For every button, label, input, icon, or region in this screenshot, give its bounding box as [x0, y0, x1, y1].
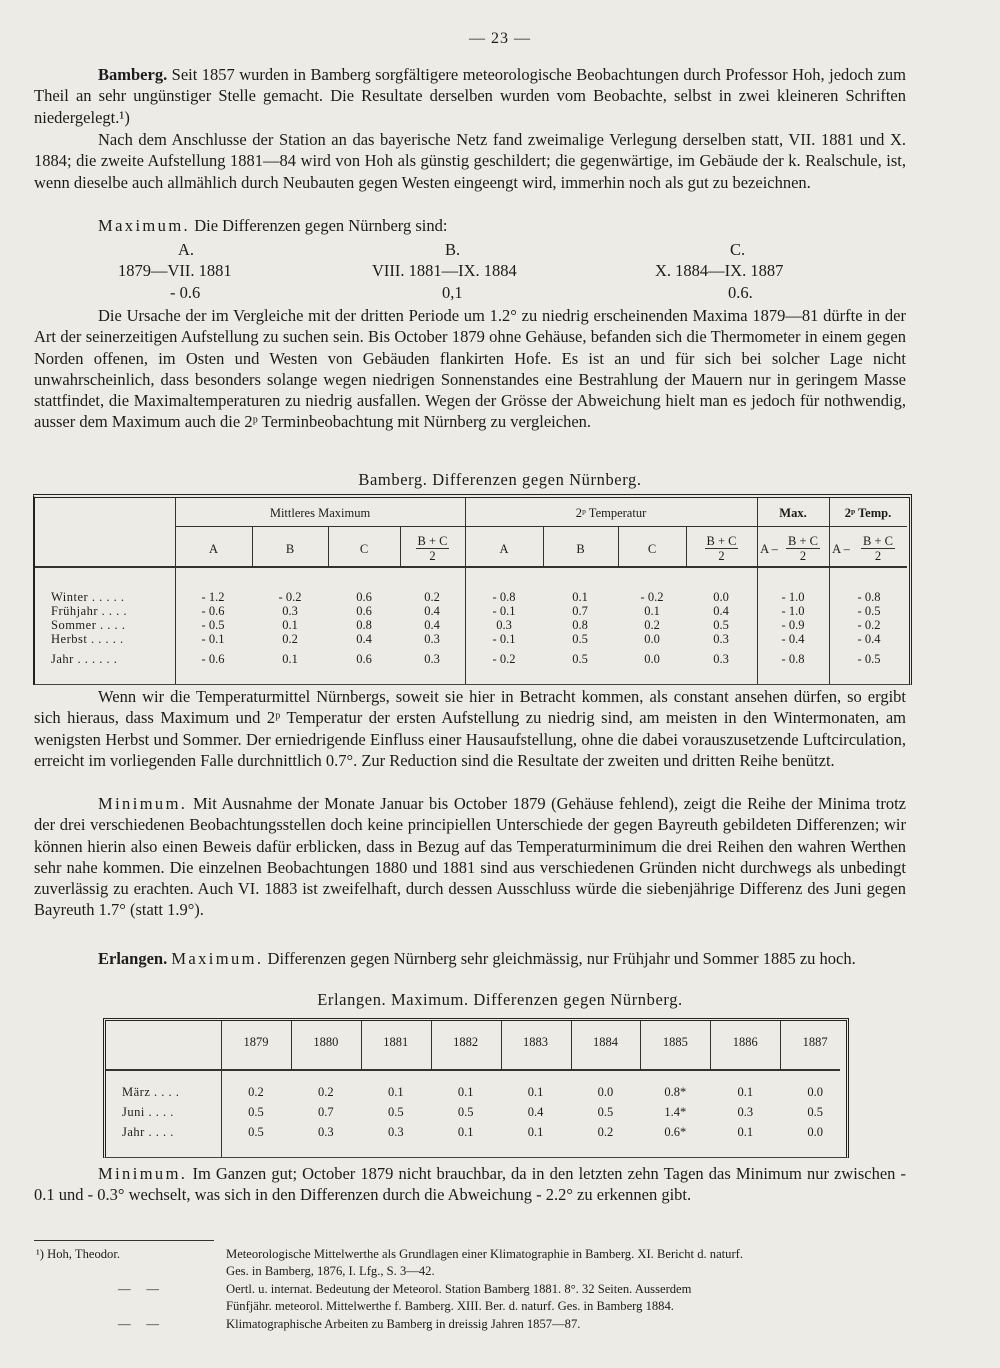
table1-row-label: Herbst . . . . .	[51, 632, 124, 646]
col-header-b: B	[285, 542, 295, 556]
table2-column-divider	[640, 1021, 641, 1069]
footnote-2-mark: — —	[118, 1282, 159, 1296]
bamberg-paragraph-1	[34, 64, 906, 128]
erlangen-maximum-table	[103, 1018, 849, 1158]
table2-column-divider	[431, 1021, 432, 1069]
table2-column-divider	[291, 1021, 292, 1069]
erlangen-text: Differenzen gegen Nürnberg sehr gleichmässig, nur Frühjahr und Sommer 1885 zu hoch.	[267, 949, 856, 968]
table1-cell: 0.7	[572, 604, 588, 618]
col-header-a2: A	[499, 542, 509, 556]
table1-cell: - 0.2	[857, 618, 881, 632]
col-header-max-fraction: $\frac{B + C}{2}$	[788, 534, 818, 563]
table1-cell: - 0.4	[781, 632, 805, 646]
table2-year-header: 1880	[313, 1035, 339, 1049]
col-header-c2: C	[647, 542, 657, 556]
table2-row-label: März . . . .	[122, 1085, 180, 1099]
table1-cell: 0.3	[424, 632, 440, 646]
table2-cell: 0.1	[737, 1125, 754, 1139]
period-b-letter: B.	[445, 240, 461, 259]
table1-cell: 0.0	[644, 632, 660, 646]
table1-row-label: Sommer . . . .	[51, 618, 126, 632]
table1-cell: 0.0	[713, 590, 729, 604]
table2-cell: 0.1	[527, 1125, 544, 1139]
table2-year-header: 1885	[662, 1035, 688, 1049]
table2-year-header: 1881	[383, 1035, 409, 1049]
table2-cell: 0.5	[597, 1105, 614, 1119]
table2-year-header: 1879	[243, 1035, 269, 1049]
group-header-2p-temperatur: 2ᵖ Temperatur	[575, 506, 647, 520]
table1-cell: 0.4	[356, 632, 372, 646]
table2-column-divider	[501, 1021, 502, 1069]
table1-cell: - 0.9	[781, 618, 805, 632]
table2-cell: 0.8*	[664, 1085, 687, 1099]
col-header-c: C	[359, 542, 369, 556]
table1-cell: 0.1	[282, 618, 298, 632]
table1-cell: 0.8	[356, 618, 372, 632]
table1-row-label: Winter . . . . .	[51, 590, 125, 604]
table2-cell: 0.5	[387, 1105, 404, 1119]
table1-cell: - 1.2	[201, 590, 225, 604]
table1-cell: 0.6	[356, 590, 372, 604]
period-a-value: - 0.6	[170, 283, 201, 302]
table1-cell: 0.2	[644, 618, 660, 632]
table1-cell: 0.0	[644, 652, 660, 666]
bamberg-paragraph-1-text: Seit 1857 wurden in Bamberg sorgfältigere meteorologische Beobachtungen durch Professor Hoh, jedoch zum Theil an sehr ungünstiger Stelle gemacht. Die Resultate derselben wurden vom Beobachte, selbst in zwei kleineren Schriften niedergelegt.¹)	[34, 65, 906, 127]
erlangen-heading: Erlangen.	[98, 949, 168, 968]
table1-cell: 0.1	[644, 604, 660, 618]
table1-cell: 0.4	[424, 618, 440, 632]
minimum-erlangen-label: Minimum.	[98, 1164, 188, 1183]
period-c-letter: C.	[730, 240, 746, 259]
table1-cell: 0.2	[282, 632, 298, 646]
footnote-2-line-1: Oertl. u. internat. Bedeutung der Meteorol. Station Bamberg 1881. 8°. 32 Seiten. Ausserdem	[226, 1282, 692, 1296]
table1-cell: - 0.6	[201, 604, 225, 618]
table2-column-divider	[780, 1021, 781, 1069]
table2-cell: 0.4	[527, 1105, 544, 1119]
table2-year-header: 1886	[732, 1035, 758, 1049]
table1-cell: - 0.6	[201, 652, 225, 666]
table1-cell: - 0.1	[492, 632, 516, 646]
table2-cell: 0.6*	[664, 1125, 687, 1139]
table2-column-divider	[221, 1021, 222, 1157]
table1-cell: 0.6	[356, 604, 372, 618]
col-header-bc2-fraction: $\frac{B + C}{2}$	[706, 534, 737, 563]
period-c-value: 0.6.	[728, 283, 753, 302]
table2-cell: 0.3	[737, 1105, 754, 1119]
table1-cell: - 0.5	[857, 652, 881, 666]
table1-cell: - 0.5	[201, 618, 225, 632]
bamberg-differences-table	[33, 494, 912, 685]
table1-cell: 0.5	[572, 632, 588, 646]
maximum-label: Maximum.	[98, 216, 191, 235]
table2-cell: 0.5	[457, 1105, 474, 1119]
table1-cell: 0.4	[424, 604, 440, 618]
table2-cell: 0.7	[318, 1105, 334, 1119]
table1-cell: - 1.0	[781, 604, 805, 618]
table1-cell: 0.3	[713, 652, 729, 666]
page-number: — 23 —	[469, 30, 531, 47]
table1-cell: 0.2	[424, 590, 440, 604]
table1-cell: - 0.4	[857, 632, 881, 646]
period-c-range: X. 1884—IX. 1887	[655, 261, 784, 280]
table1-cell: - 0.5	[857, 604, 881, 618]
table2-cell: 0.5	[807, 1105, 823, 1119]
table2-column-divider	[571, 1021, 572, 1069]
table2-cell: 0.0	[597, 1085, 614, 1099]
table1-cell: - 0.2	[492, 652, 516, 666]
table1-cell: - 0.2	[640, 590, 664, 604]
table2-caption: Erlangen. Maximum. Differenzen gegen Nürnberg.	[317, 990, 683, 1009]
minimum-paragraph	[34, 793, 906, 921]
maximum-text: Die Differenzen gegen Nürnberg sind:	[194, 216, 448, 235]
table1-cell: 0.6	[356, 652, 372, 666]
footnote-1-mark: ¹) Hoh, Theodor.	[36, 1247, 120, 1261]
bamberg-paragraph-3: Die Ursache der im Vergleiche mit der dritten Periode um 1.2° zu niedrig erscheinenden Maxima 1879—81 dürfte in der Art der seinerzeitigen Aufstellung zu suchen sein. Bis October 1879 ohne Gehäuse, befanden sich die Thermometer in einem gegen Norden offenen, im Osten und Westen von Gebäuden flankirten Hofe. Es ist an und für sich bei solcher Lage nicht unwahrscheinlich, dass besonders solange wegen niedrigen Sonnenstandes eine Bestrahlung der Mauern nur in geringem Masse stattfindet, die Maximaltemperaturen zu niedrig ausfallen. Wegen der Grösse der Abweichung hielt man es jedoch für nothwendig, ausser dem Maximum auch die 2ᵖ Terminbeobachtung mit Nürnberg zu vergleichen.	[34, 306, 906, 432]
footnote-1-line-2: Ges. in Bamberg, 1876, I. Lfg., S. 3—42.	[226, 1264, 435, 1278]
col-header-temp-fraction: $\frac{B + C}{2}$	[863, 534, 893, 563]
table1-row-label: Jahr . . . . . .	[51, 652, 118, 666]
col-header-bc-fraction: $\frac{B + C}{2}$	[417, 534, 448, 563]
table2-cell: 0.2	[597, 1125, 614, 1139]
period-b-range: VIII. 1881—IX. 1884	[372, 261, 517, 280]
table1-cell: - 0.1	[492, 604, 516, 618]
group-header-max: Max.	[779, 506, 807, 520]
minimum-text: Mit Ausnahme der Monate Januar bis October 1879 (Gehäuse fehlend), zeigt die Reihe der Minima trotz der drei verschiedenen Beobachtungsstellen doch keine principiellen Unterschiede der gegen Bayreuth gebildeten Differenzen; wir können hierin also einen Beweis dafür erblicken, dass in Bezug auf das Temperaturminimum die drei Reihen den wahren Werthen sehr nahe kommen. Die einzelnen Beobachtungen 1880 und 1881 sind aus verschiedenen Gründen nicht durchwegs als unbedingt zuverlässig zu erachten. Auch VI. 1883 ist zweifelhaft, durch dessen Ausschluss würde die siebenjährige Differenz des Juni gegen Bayreuth 1.7° (statt 1.9°).	[34, 794, 907, 920]
table2-year-header: 1884	[592, 1035, 618, 1049]
minimum-erlangen-text: Im Ganzen gut; October 1879 nicht brauchbar, da in den letzten zehn Tagen das Minimum nur zwischen - 0.1 und - 0.3° wechselt, was sich in den Differenzen durch die Abweichung - 2.2° zu erkennen gibt.	[34, 1164, 907, 1205]
footnote-1-line-1: Meteorologische Mittelwerthe als Grundlagen einer Klimatographie in Bamberg. XI. Bericht d. naturf.	[226, 1247, 744, 1261]
col-header-temp-a: A –	[832, 542, 850, 556]
bamberg-maximum-line	[34, 215, 906, 236]
table1-cell: 0.3	[424, 652, 440, 666]
footnote-3-line-1: Klimatographische Arbeiten zu Bamberg in dreissig Jahren 1857—87.	[226, 1317, 581, 1331]
footnote-2-line-2: Fünfjähr. meteorol. Mittelwerthe f. Bamberg. XIII. Ber. d. naturf. Ges. in Bamberg 1884.	[226, 1299, 674, 1313]
paragraph-4: Wenn wir die Temperaturmittel Nürnbergs, soweit sie hier in Betracht kommen, als constant ansehen dürfen, so ergibt sich hieraus, dass Maximum und 2ᵖ Temperatur der ersten Aufstellung zu niedrig sind, am meisten in den Wintermonaten, am wenigsten Herbst und Sommer. Der erniedrigende Einfluss einer Hausaufstellung, ohne die dabei vorauszusetzende Luftcirculation, erreicht im vorliegenden Falle durchnittlich 0.7°. Zur Reduction sind die Resultate der zweiten und dritten Reihe benützt.	[34, 687, 906, 770]
erlangen-paragraph	[34, 948, 906, 969]
table2-year-header: 1882	[453, 1035, 479, 1049]
table1-cell: 0.4	[713, 604, 729, 618]
table2-cell: 0.1	[457, 1085, 474, 1099]
table1-cell: 0.5	[713, 618, 729, 632]
footnote-3-mark: — —	[118, 1317, 159, 1331]
table2-cell: 0.1	[387, 1085, 404, 1099]
table1-cell: - 0.2	[278, 590, 302, 604]
table1-cell: 0.1	[572, 590, 588, 604]
table2-cell: 0.2	[318, 1085, 334, 1099]
bamberg-heading: Bamberg.	[98, 65, 168, 84]
table1-cell: - 0.1	[201, 632, 225, 646]
table2-cell: 0.5	[248, 1125, 264, 1139]
table2-cell: 0.5	[248, 1105, 264, 1119]
table2-row-label: Jahr . . . .	[122, 1125, 174, 1139]
period-a-letter: A.	[178, 240, 195, 259]
group-header-mittleres-maximum: Mittleres Maximum	[269, 506, 371, 520]
table2-row-label: Juni . . . .	[122, 1105, 174, 1119]
table1-cell: - 0.8	[781, 652, 805, 666]
table1-cell: - 1.0	[781, 590, 805, 604]
table2-cell: 0.1	[457, 1125, 474, 1139]
table1-cell: 0.5	[572, 652, 588, 666]
table1-cell: 0.3	[496, 618, 512, 632]
footnote-rule	[34, 1240, 214, 1241]
table1-cell: 0.1	[282, 652, 298, 666]
table2-cell: 0.0	[807, 1125, 823, 1139]
table2-column-divider	[710, 1021, 711, 1069]
minimum-label: Minimum.	[98, 794, 188, 813]
period-a-range: 1879—VII. 1881	[118, 261, 232, 280]
period-b-value: 0,1	[442, 283, 463, 302]
table2-cell: 0.1	[527, 1085, 544, 1099]
table2-cell: 0.3	[387, 1125, 404, 1139]
table1-cell: 0.3	[713, 632, 729, 646]
table1-cell: - 0.8	[492, 590, 516, 604]
table2-cell: 0.1	[737, 1085, 754, 1099]
table2-column-divider	[361, 1021, 362, 1069]
table1-cell: - 0.8	[857, 590, 881, 604]
table2-cell: 0.2	[248, 1085, 264, 1099]
table2-year-header: 1883	[523, 1035, 549, 1049]
table1-row-label: Frühjahr . . . .	[51, 604, 128, 618]
table2-cell: 1.4*	[664, 1105, 687, 1119]
table2-year-header: 1887	[802, 1035, 828, 1049]
col-header-b2: B	[576, 542, 585, 556]
group-header-2p-temp: 2ᵖ Temp.	[844, 506, 892, 520]
table1-caption: Bamberg. Differenzen gegen Nürnberg.	[358, 470, 642, 489]
table2-cell: 0.0	[807, 1085, 823, 1099]
bamberg-paragraph-2: Nach dem Anschlusse der Station an das bayerische Netz fand zweimalige Verlegung derselben statt, VII. 1881 und X. 1884; die zweite Aufstellung 1881—84 wird von Hoh als günstig geschildert; die gegenwärtige, im Gebäude der k. Realschule, ist, wenn dieselbe auch allmählich durch Neubauten gegen Westen eingeengt wird, immerhin noch als gut zu bezeichnen.	[34, 130, 906, 192]
table2-cell: 0.3	[318, 1125, 334, 1139]
col-header-a: A	[208, 542, 219, 556]
table1-cell: 0.8	[572, 618, 588, 632]
col-header-max-a: A –	[760, 542, 778, 556]
minimum-erlangen-paragraph	[34, 1163, 906, 1206]
table1-cell: 0.3	[282, 604, 298, 618]
erlangen-maximum-label: Maximum.	[171, 949, 264, 968]
